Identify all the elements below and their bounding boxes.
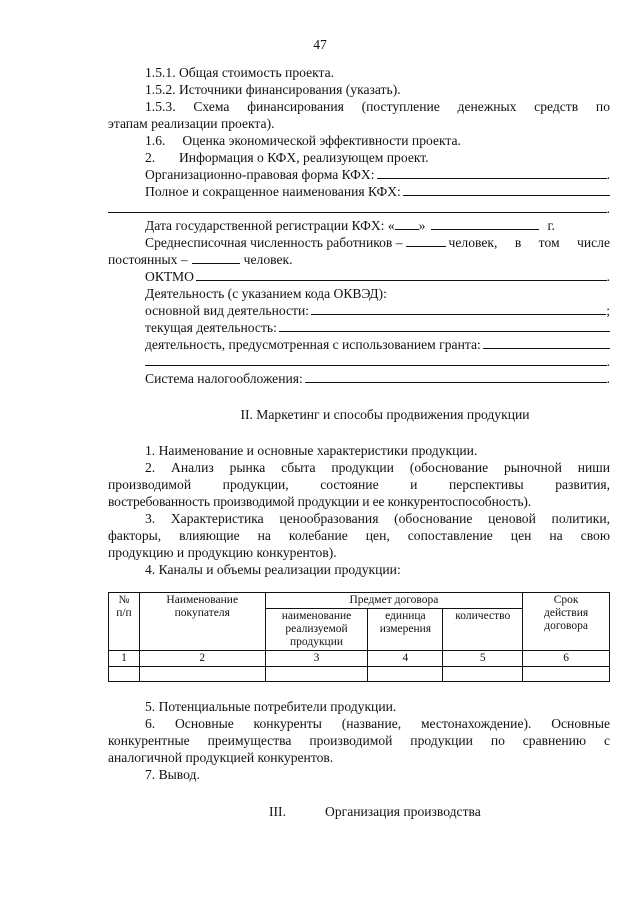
header-quantity: количество bbox=[443, 609, 523, 651]
tax-system-field[interactable] bbox=[305, 370, 607, 383]
col-number: 1 bbox=[109, 651, 140, 667]
staff-permanent-label: постоянных – bbox=[108, 252, 188, 267]
para-2-5: 5. Потенциальные потребители продукции. bbox=[145, 699, 397, 714]
staff-line: Среднесписочная численность работников – человек, в том числе bbox=[145, 235, 610, 250]
para-2-3-cont2: продукцию и продукцию конкурентов). bbox=[108, 545, 337, 560]
main-activity-label: основной вид деятельности: bbox=[145, 303, 310, 318]
full-name-field[interactable] bbox=[403, 183, 610, 196]
line-1-5-1: 1.5.1. Общая стоимость проекта. bbox=[145, 65, 335, 80]
table-row bbox=[109, 667, 610, 682]
empty-cell[interactable] bbox=[265, 667, 368, 682]
page-number: 47 bbox=[313, 37, 327, 52]
grant-activity-line bbox=[145, 336, 610, 353]
oktmo-field[interactable] bbox=[196, 268, 607, 281]
line-1-5-3: 1.5.3. Схема финансирования (поступление денежных средств по bbox=[145, 99, 610, 114]
para-2-3-cont1: факторы, влияющие на колебание цен, сопоставление цен на свою bbox=[108, 528, 610, 543]
col-number: 6 bbox=[523, 651, 610, 667]
org-form-label: Организационно-правовая форма КФХ: bbox=[145, 167, 375, 182]
grant-activity-field-cont[interactable] bbox=[145, 353, 607, 366]
full-name-cont-line: . bbox=[108, 200, 610, 217]
staff-permanent-line: постоянных – человек. bbox=[108, 252, 293, 267]
empty-cell[interactable] bbox=[523, 667, 610, 682]
para-2-6-cont1: конкурентные преимущества производимой продукции по сравнению с bbox=[108, 733, 610, 748]
line-1-6: 1.6. Оценка экономической эффективности проекта. bbox=[145, 133, 461, 148]
col-number: 5 bbox=[443, 651, 523, 667]
para-2-1: 1. Наименование и основные характеристики продукции. bbox=[145, 443, 478, 458]
activity-heading: Деятельность (с указанием кода ОКВЭД): bbox=[145, 286, 387, 301]
tax-system-line: Система налогообложения: . bbox=[145, 371, 610, 386]
empty-cell[interactable] bbox=[139, 667, 265, 682]
reg-date-line: Дата государственной регистрации КФХ: « » г. bbox=[145, 218, 555, 233]
section-3-heading: Организация производства bbox=[325, 804, 481, 819]
empty-cell[interactable] bbox=[368, 667, 443, 682]
empty-cell[interactable] bbox=[443, 667, 523, 682]
grant-activity-label: деятельность, предусмотренная с использованием гранта: bbox=[145, 337, 481, 352]
tax-system-label: Система налогообложения: bbox=[145, 371, 303, 386]
para-2-2-cont2: востребованность производимой продукции и ее конкурентоспособность). bbox=[108, 494, 532, 509]
empty-cell[interactable] bbox=[109, 667, 140, 682]
oktmo-label: ОКТМО bbox=[145, 269, 194, 284]
grant-activity-field[interactable] bbox=[483, 336, 610, 349]
col-number: 3 bbox=[265, 651, 368, 667]
col-number: 2 bbox=[139, 651, 265, 667]
section-2-heading: II. Маркетинг и способы продвижения продукции bbox=[240, 407, 530, 422]
full-name-field-cont[interactable] bbox=[108, 200, 607, 213]
section-3-number: III. bbox=[269, 804, 286, 819]
para-2-2: 2. Анализ рынка сбыта продукции (обоснование рыночной ниши bbox=[145, 460, 610, 475]
para-2-2-cont1: производимой продукции, состояние и перспективы развития, bbox=[108, 477, 610, 492]
main-activity-field[interactable] bbox=[311, 302, 606, 315]
full-name-label: Полное и сокращенное наименования КФХ: bbox=[145, 184, 401, 199]
para-2-6: 6. Основные конкуренты (название, местонахождение). Основные bbox=[145, 716, 610, 731]
org-form-line: Организационно-правовая форма КФХ: . bbox=[145, 167, 610, 182]
staff-permanent-field[interactable] bbox=[192, 251, 240, 264]
org-form-field[interactable] bbox=[377, 166, 607, 179]
table-row bbox=[109, 651, 610, 667]
header-term: Срок действия договора bbox=[523, 593, 610, 651]
current-activity-line bbox=[145, 319, 610, 336]
sales-channels-table bbox=[108, 592, 610, 682]
para-2-4: 4. Каналы и объемы реализации продукции: bbox=[145, 562, 401, 577]
para-2-7: 7. Вывод. bbox=[145, 767, 200, 782]
line-1-5-3-cont: этапам реализации проекта). bbox=[108, 116, 275, 131]
full-name-line bbox=[145, 183, 610, 200]
current-activity-label: текущая деятельность: bbox=[145, 320, 277, 335]
staff-label: Среднесписочная численность работников – bbox=[145, 235, 403, 250]
reg-month-field[interactable] bbox=[431, 217, 539, 230]
header-buyer: Наименование покупателя bbox=[139, 593, 265, 651]
para-2-6-cont2: аналогичной продукцией конкурентов. bbox=[108, 750, 334, 765]
line-2: 2. Информация о КФХ, реализующем проект. bbox=[145, 150, 429, 165]
reg-day-field[interactable] bbox=[395, 217, 419, 230]
header-num: № п/п bbox=[109, 593, 140, 651]
reg-date-label: Дата государственной регистрации КФХ: « bbox=[145, 218, 395, 233]
header-product: наименование реализуемой продукции bbox=[265, 609, 368, 651]
para-2-3: 3. Характеристика ценообразования (обоснование ценовой политики, bbox=[145, 511, 610, 526]
header-subject: Предмет договора bbox=[265, 593, 523, 609]
header-unit: единица измерения bbox=[368, 609, 443, 651]
oktmo-line: ОКТМО . bbox=[145, 269, 610, 284]
main-activity-line: основной вид деятельности: ; bbox=[145, 303, 610, 318]
line-1-5-2: 1.5.2. Источники финансирования (указать). bbox=[145, 82, 401, 97]
staff-count-field[interactable] bbox=[406, 234, 446, 247]
current-activity-field[interactable] bbox=[279, 319, 610, 332]
col-number: 4 bbox=[368, 651, 443, 667]
grant-activity-cont-line: . bbox=[145, 353, 610, 370]
